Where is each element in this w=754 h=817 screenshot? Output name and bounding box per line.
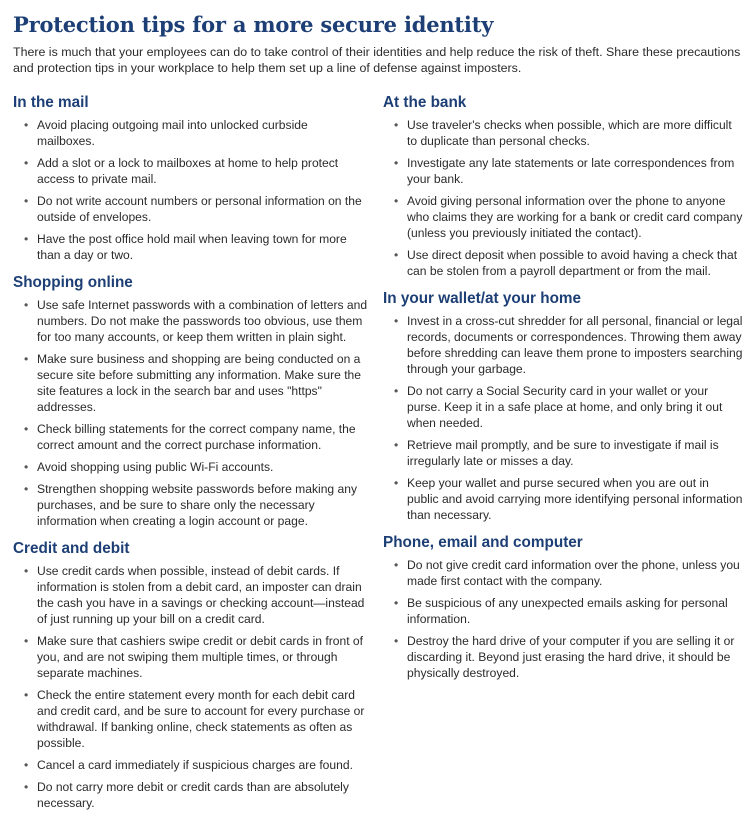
bullet-icon: • bbox=[394, 476, 399, 490]
list-item bbox=[383, 155, 743, 187]
list-item bbox=[13, 563, 368, 627]
list-item-text: Use credit cards when possible, instead of debit cards. If information is stolen from a debit card, an imposter can drain the cash you have in a savings or checking account—instead of just running up your bill on a credit card. bbox=[37, 564, 365, 626]
list-item bbox=[13, 687, 368, 751]
bullet-icon: • bbox=[24, 156, 29, 170]
list-item bbox=[13, 757, 368, 773]
list-item-text: Destroy the hard drive of your computer if you are selling it or discarding it. Beyond just erasing the hard drive, it should be physically destroyed. bbox=[407, 634, 735, 680]
bullet-icon: • bbox=[24, 194, 29, 208]
list-item-text: Cancel a card immediately if suspicious charges are found. bbox=[37, 758, 353, 772]
bullet-icon: • bbox=[394, 634, 399, 648]
list-item bbox=[13, 459, 368, 475]
bullet-icon: • bbox=[24, 118, 29, 132]
bullet-icon: • bbox=[394, 384, 399, 398]
right-column bbox=[383, 93, 743, 687]
list-item bbox=[383, 247, 743, 279]
tip-list bbox=[383, 557, 743, 681]
bullet-icon: • bbox=[24, 564, 29, 578]
list-item-text: Avoid placing outgoing mail into unlocked curbside mailboxes. bbox=[37, 118, 308, 148]
list-item-text: Retrieve mail promptly, and be sure to investigate if mail is irregularly late or misses a day. bbox=[407, 438, 719, 468]
list-item bbox=[383, 117, 743, 149]
list-item bbox=[13, 421, 368, 453]
bullet-icon: • bbox=[24, 634, 29, 648]
tip-list bbox=[13, 563, 368, 811]
list-item-text: Make sure that cashiers swipe credit or debit cards in front of you, and are not swiping them multiple times, or through separate machines. bbox=[37, 634, 364, 680]
tip-list bbox=[383, 313, 743, 523]
list-item bbox=[383, 193, 743, 241]
list-item bbox=[13, 297, 368, 345]
list-item bbox=[383, 313, 743, 377]
bullet-icon: • bbox=[24, 460, 29, 474]
bullet-icon: • bbox=[24, 422, 29, 436]
list-item-text: Do not carry more debit or credit cards than are absolutely necessary. bbox=[37, 780, 349, 810]
list-item-text: Be suspicious of any unexpected emails asking for personal information. bbox=[407, 596, 728, 626]
list-item bbox=[13, 155, 368, 187]
left-column bbox=[13, 93, 368, 817]
list-item-text: Avoid giving personal information over the phone to anyone who claims they are working for a bank or credit card company (unless you previously initiated the contact). bbox=[407, 194, 743, 240]
list-item bbox=[13, 231, 368, 263]
list-item bbox=[13, 351, 368, 415]
tip-list bbox=[13, 117, 368, 263]
list-item-text: Check the entire statement every month for each debit card and credit card, and be sure to account for every purchase or withdrawal. If banking online, check statements as often as possible. bbox=[37, 688, 365, 750]
tip-list bbox=[13, 297, 368, 529]
bullet-icon: • bbox=[394, 118, 399, 132]
section-phone-email-computer bbox=[383, 533, 743, 681]
list-item bbox=[383, 595, 743, 627]
list-item-text: Avoid shopping using public Wi-Fi accounts. bbox=[37, 460, 274, 474]
bullet-icon: • bbox=[24, 232, 29, 246]
list-item-text: Use safe Internet passwords with a combination of letters and numbers. Do not make the passwords too obvious, use them for too many accounts, or keep them written in plain sight. bbox=[37, 298, 368, 344]
list-item bbox=[383, 633, 743, 681]
section-wallet-home bbox=[383, 289, 743, 523]
list-item bbox=[13, 633, 368, 681]
bullet-icon: • bbox=[394, 194, 399, 208]
list-item bbox=[13, 779, 368, 811]
list-item-text: Use direct deposit when possible to avoid having a check that can be stolen from a payroll department or from the mail. bbox=[407, 248, 738, 278]
bullet-icon: • bbox=[394, 438, 399, 452]
list-item bbox=[13, 193, 368, 225]
bullet-icon: • bbox=[394, 248, 399, 262]
list-item-text: Check billing statements for the correct company name, the correct amount and the correct purchase information. bbox=[37, 422, 356, 452]
list-item-text: Investigate any late statements or late correspondences from your bank. bbox=[407, 156, 735, 186]
list-item-text: Do not write account numbers or personal information on the outside of envelopes. bbox=[37, 194, 362, 224]
page-title: Protection tips for a more secure identity bbox=[13, 12, 494, 37]
list-item bbox=[383, 475, 743, 523]
section-credit-and-debit bbox=[13, 539, 368, 811]
section-heading: Shopping online bbox=[13, 274, 133, 291]
list-item bbox=[383, 557, 743, 589]
tip-list bbox=[383, 117, 743, 279]
section-heading: Credit and debit bbox=[13, 540, 130, 557]
list-item bbox=[13, 481, 368, 529]
bullet-icon: • bbox=[24, 298, 29, 312]
list-item-text: Have the post office hold mail when leaving town for more than a day or two. bbox=[37, 232, 347, 262]
section-at-the-bank bbox=[383, 93, 743, 279]
section-heading: In your wallet/at your home bbox=[383, 290, 582, 307]
list-item-text: Strengthen shopping website passwords before making any purchases, and be sure to share only the necessary information when creating a login account or page. bbox=[37, 482, 358, 528]
bullet-icon: • bbox=[24, 352, 29, 366]
list-item bbox=[383, 437, 743, 469]
bullet-icon: • bbox=[394, 596, 399, 610]
section-heading: In the mail bbox=[13, 94, 89, 111]
list-item-text: Do not carry a Social Security card in your wallet or your purse. Keep it in a safe place at home, and only bring it out when needed. bbox=[407, 384, 723, 430]
list-item-text: Keep your wallet and purse secured when you are out in public and avoid carrying more identifying personal information than necessary. bbox=[407, 476, 743, 522]
section-heading: Phone, email and computer bbox=[383, 534, 583, 551]
list-item-text: Use traveler's checks when possible, which are more difficult to duplicate than personal checks. bbox=[407, 118, 732, 148]
section-in-the-mail bbox=[13, 93, 368, 263]
list-item bbox=[383, 383, 743, 431]
bullet-icon: • bbox=[24, 780, 29, 794]
section-heading: At the bank bbox=[383, 94, 467, 111]
list-item-text: Add a slot or a lock to mailboxes at home to help protect access to private mail. bbox=[37, 156, 339, 186]
list-item-text: Make sure business and shopping are being conducted on a secure site before submitting any information. Make sure the site features a lock in the search bar and uses "https" addresses. bbox=[37, 352, 362, 414]
bullet-icon: • bbox=[24, 688, 29, 702]
section-shopping-online bbox=[13, 273, 368, 529]
bullet-icon: • bbox=[394, 314, 399, 328]
intro-paragraph: There is much that your employees can do to take control of their identities and help reduce the risk of theft. Share these precautions and protection tips in your workplace to help them set up a line of defense against imposters. bbox=[13, 45, 741, 75]
bullet-icon: • bbox=[394, 558, 399, 572]
bullet-icon: • bbox=[24, 758, 29, 772]
list-item bbox=[13, 117, 368, 149]
list-item-text: Invest in a cross-cut shredder for all personal, financial or legal records, documents or correspondences. Throwing them away before shredding can leave them prone to imposters searching through your garbage. bbox=[407, 314, 743, 376]
bullet-icon: • bbox=[24, 482, 29, 496]
bullet-icon: • bbox=[394, 156, 399, 170]
list-item-text: Do not give credit card information over the phone, unless you made first contact with the company. bbox=[407, 558, 740, 588]
